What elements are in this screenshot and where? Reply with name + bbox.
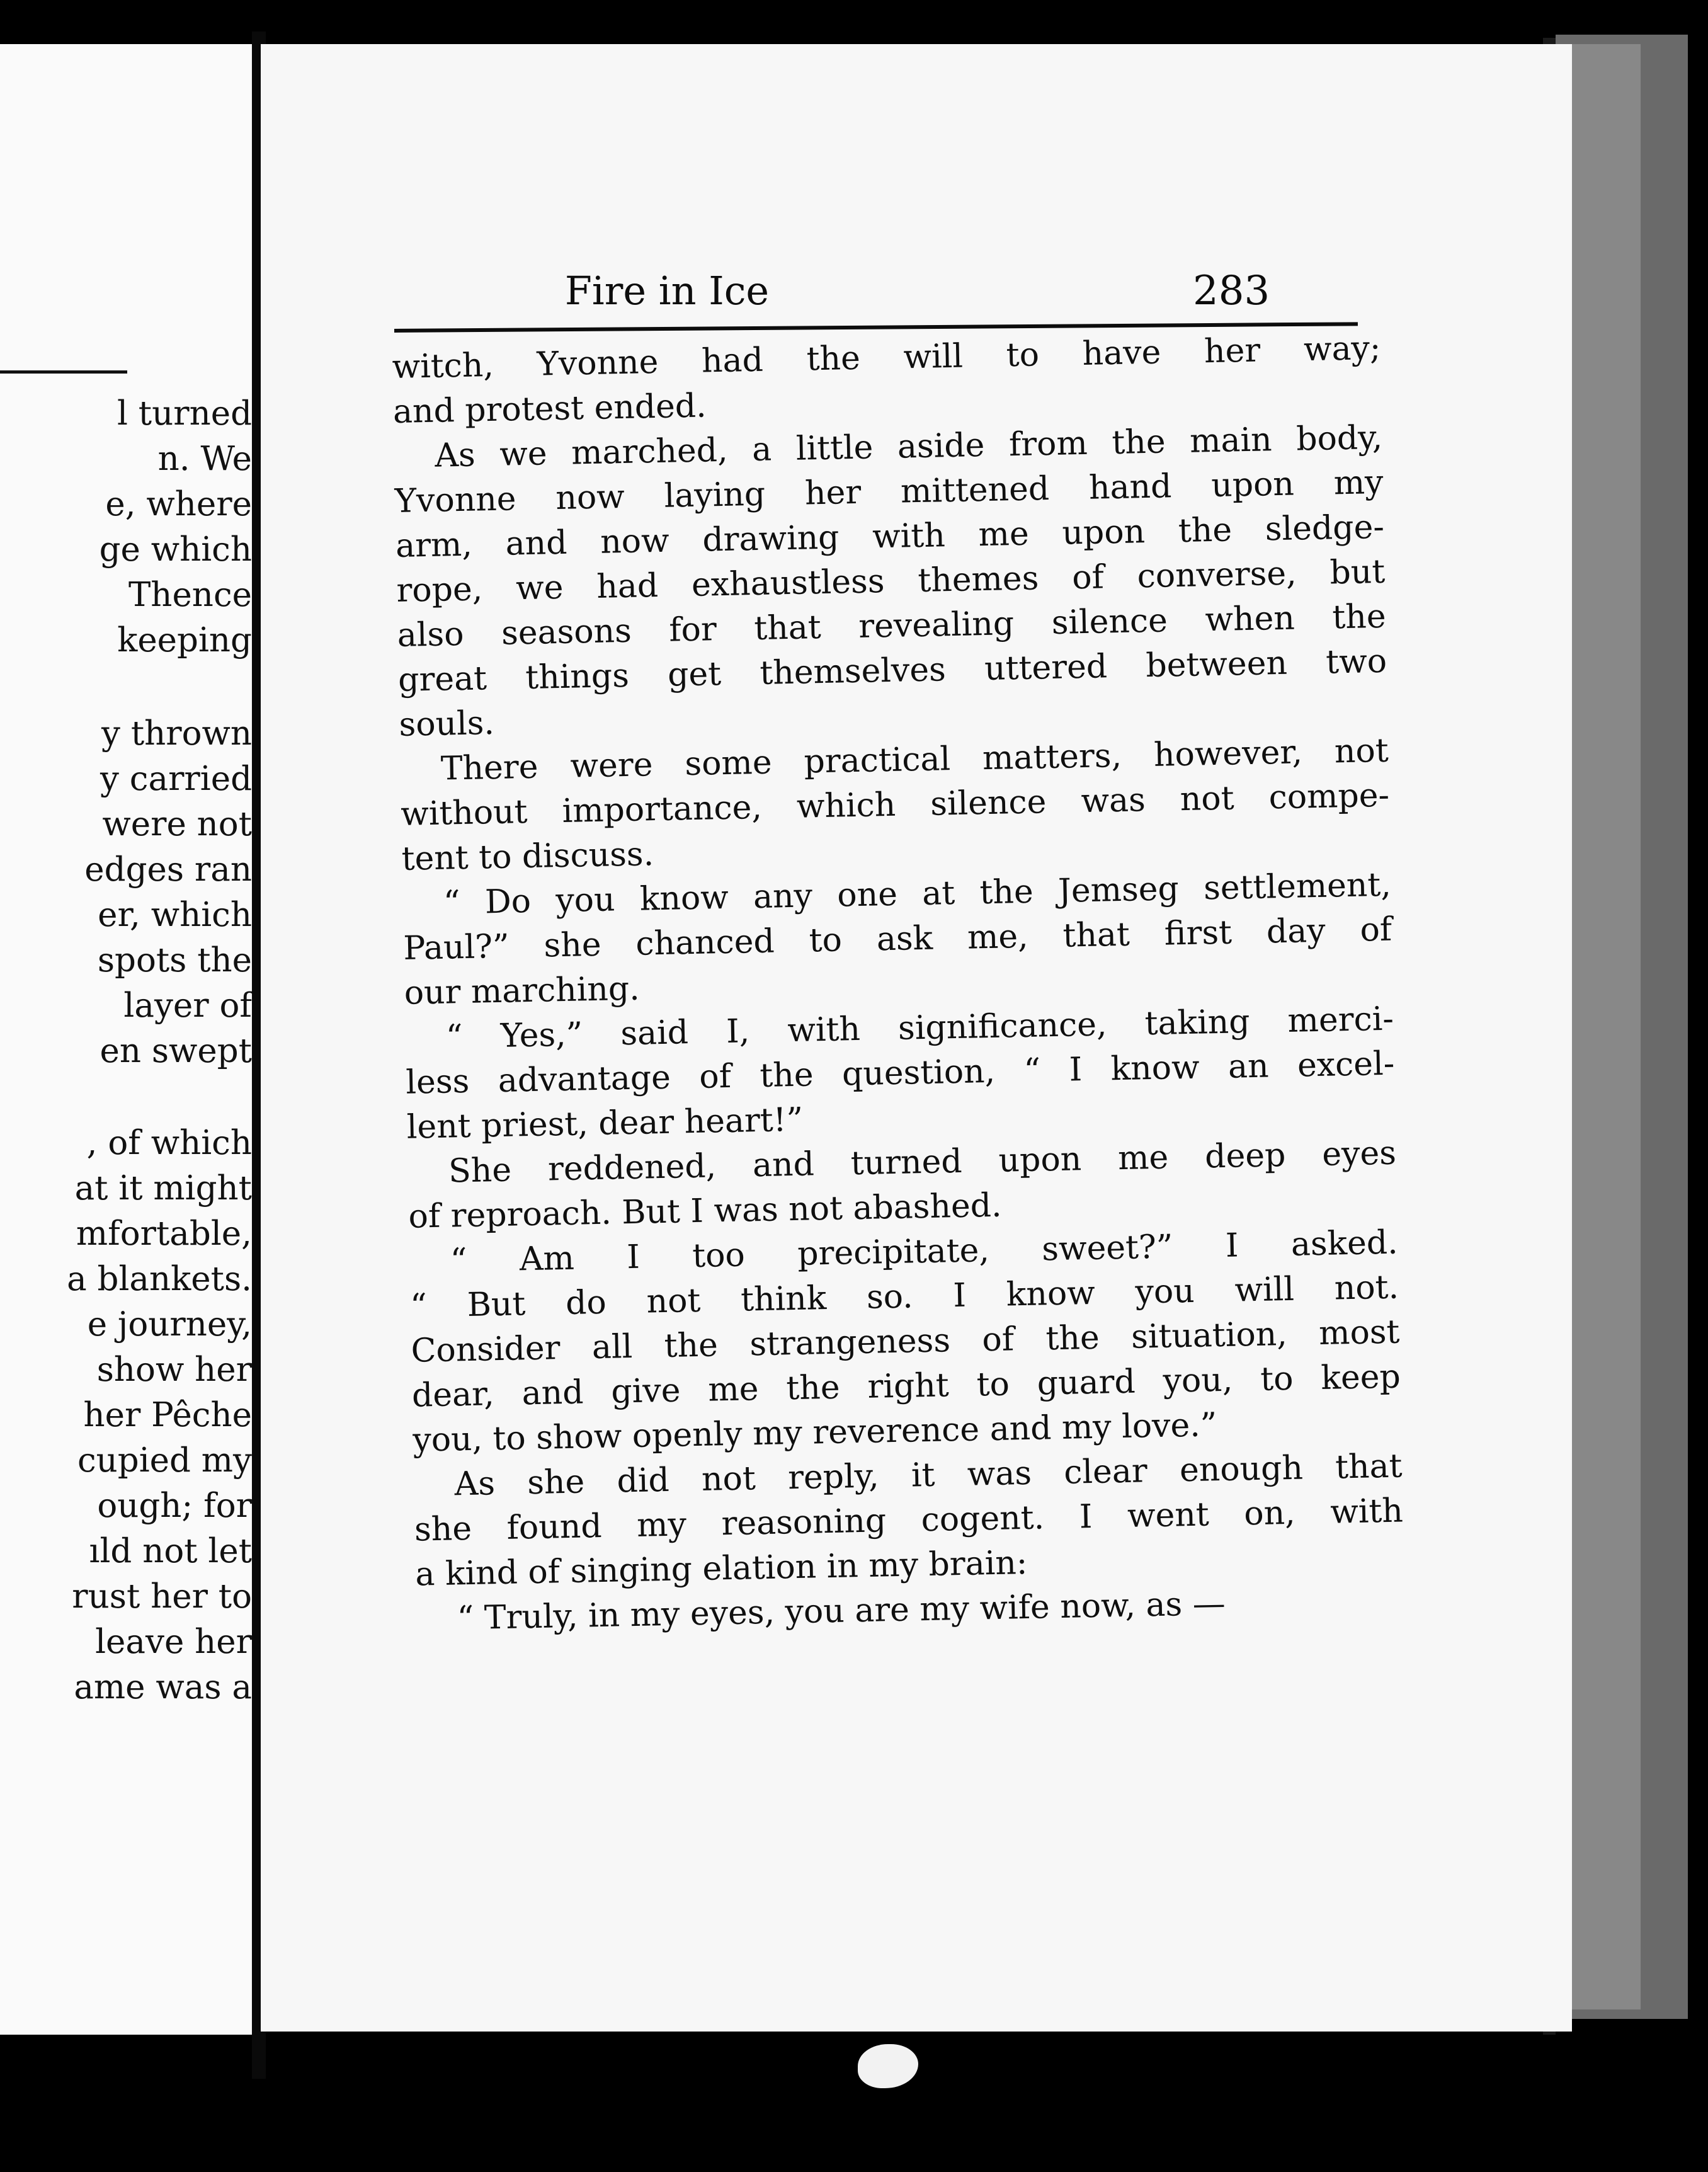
text-line: of reproach. But I was not abashed. [407, 1186, 1003, 1236]
left-page-line: cupied my [77, 1441, 252, 1480]
left-page-line: ıld not let [89, 1532, 252, 1570]
left-page-line: layer of [123, 986, 252, 1025]
left-page-line: e, where [105, 485, 252, 523]
left-page-line: mfortable, [76, 1215, 252, 1253]
left-page-head-rule [0, 370, 127, 374]
text-line: witch, Yvonne had the will to have her way; [392, 329, 1381, 386]
text-line: She reddened, and turned upon me deep eyes [448, 1134, 1397, 1191]
text-line: also seasons for that revealing silence when the [397, 597, 1387, 654]
text-line: rope, we had exhaustless themes of converse, but [396, 552, 1386, 610]
text-line: without importance, which silence was not compe- [400, 776, 1390, 833]
text-line: tent to discuss. [401, 835, 654, 878]
left-page-line: , of which [86, 1124, 252, 1162]
left-page-line: at it might [74, 1169, 252, 1208]
text-line: Consider all the strangeness of the situation, most [411, 1313, 1400, 1370]
text-line: “ Am I too precipitate, sweet?” I asked. [450, 1223, 1399, 1280]
scan-artifact-spot [858, 2044, 918, 2088]
left-page-line: y carried [100, 760, 252, 798]
text-line: “ Truly, in my eyes, you are my wife now, as — [457, 1584, 1226, 1638]
text-line: lent priest, dear heart!” [406, 1100, 804, 1146]
left-page-line: n. We [157, 440, 252, 478]
text-line: “ Do you know any one at the Jemseg settlement, [443, 866, 1392, 922]
text-line: “ But do not think so. I know you will not. [409, 1268, 1399, 1325]
left-page-line: rust her to [72, 1577, 252, 1616]
left-page-line: leave her [95, 1623, 252, 1661]
text-line: she found my reasoning cogent. I went on, with [414, 1492, 1404, 1549]
text-line: less advantage of the question, “ I know an excel- [405, 1044, 1395, 1102]
left-page-line: show her [96, 1351, 252, 1389]
text-line: There were some practical matters, however, not [440, 731, 1389, 788]
left-page-line: er, which [98, 896, 252, 934]
text-line: our marching. [404, 969, 640, 1012]
left-page-line: a blankets. [67, 1260, 252, 1298]
left-page-line: were not [102, 805, 252, 843]
body-text [392, 326, 1405, 1642]
left-page-line: edges ran [84, 850, 252, 889]
left-page-line: her Pêche [83, 1396, 252, 1434]
text-line: As she did not reply, it was clear enough that [454, 1447, 1403, 1504]
text-line: great things get themselves uttered between two [397, 642, 1387, 699]
text-line: dear, and give me the right to guard you, to keep [411, 1358, 1401, 1415]
text-line: souls. [399, 704, 495, 744]
text-line: “ Yes,” said I, with significance, taking merci- [445, 1000, 1394, 1056]
left-page [0, 44, 252, 2035]
left-page-line: y thrown [101, 714, 252, 753]
text-line: you, to show openly my reverence and my love.” [412, 1406, 1217, 1460]
left-page-line: keeping [117, 621, 252, 660]
left-page-line: spots the [97, 941, 252, 980]
left-page-line: ge which [99, 530, 252, 569]
text-line: a kind of singing elation in my brain: [414, 1543, 1028, 1594]
text-line: As we marched, a little aside from the main body, [434, 418, 1383, 475]
page-number: 283 [1193, 268, 1270, 314]
text-line: Paul?” she chanced to ask me, that first day of [402, 910, 1392, 968]
running-title: Fire in Ice [564, 268, 770, 314]
left-page-line: Thence [128, 576, 252, 614]
left-page-line: e journey, [87, 1305, 252, 1344]
book-page-edges-inner [1565, 44, 1641, 2009]
text-line: arm, and now drawing with me upon the sledge- [395, 508, 1385, 565]
left-page-line: en swept [100, 1032, 252, 1070]
left-page-line: l turned [117, 394, 252, 433]
right-page [261, 44, 1572, 2032]
left-page-line: ame was a [74, 1668, 252, 1706]
left-page-line: ough; for [97, 1487, 252, 1525]
text-line: Yvonne now laying her mittened hand upon my [394, 463, 1384, 520]
text-line: and protest ended. [392, 387, 707, 431]
